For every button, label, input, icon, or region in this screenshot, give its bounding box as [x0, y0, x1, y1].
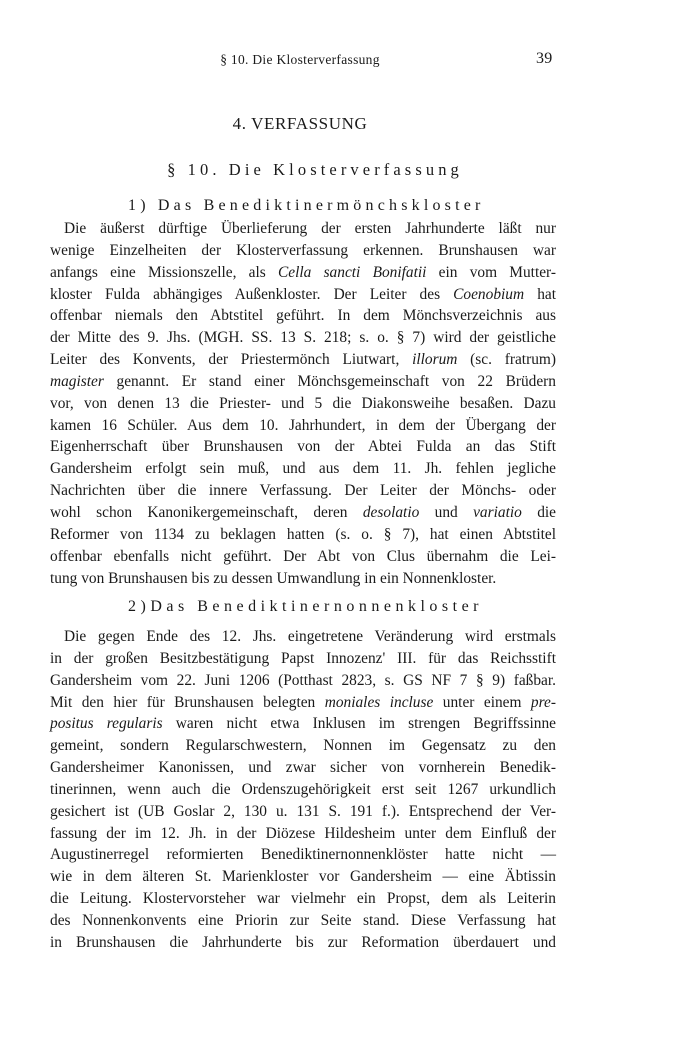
text-line: gesichert ist (UB Goslar 2, 130 u. 131 S. 191 f.). Entsprechend der Ver-: [50, 802, 556, 820]
text-line: vor, von denen 13 die Priester- und 5 die Diakonsweihe besaßen. Dazu: [50, 394, 556, 412]
text-line: Die äußerst dürftige Überlieferung der ersten Jahrhunderte läßt nur: [64, 220, 556, 237]
text-line: tung von Brunshausen bis zu dessen Umwandlung in ein Nonnenkloster.: [50, 569, 497, 587]
text-line: Augustinerregel reformierten Benediktinernonnenklöster hatte nicht —: [50, 846, 556, 864]
text-line: Gandersheim vom 22. Juni 1206 (Potthast 2823, s. GS NF 7 § 9) faßbar.: [50, 671, 556, 689]
subsection-heading-nuns: 2)Das Benediktinernonnenkloster: [128, 598, 483, 615]
text-line: magister genannt. Er stand einer Mönchsgemeinschaft von 22 Brüdern: [50, 372, 556, 390]
text-line: in Brunshausen die Jahrhunderte bis zur Reformation überdauert und: [50, 933, 556, 951]
text-line: offenbar ebenfalls nicht geführt. Der Abt von Clus übernahm die Lei-: [50, 547, 556, 565]
chapter-heading: 4. VERFASSUNG: [232, 114, 368, 133]
text-line: Die gegen Ende des 12. Jhs. eingetretene Veränderung wird erstmals: [64, 628, 556, 645]
text-line: anfangs eine Missionszelle, als Cella sancti Bonifatii ein vom Mutter-: [50, 263, 556, 281]
text-line: fassung der im 12. Jh. in der Diözese Hildesheim unter dem Einfluß der: [50, 824, 556, 842]
text-line: in der großen Besitzbestätigung Papst Innozenz' III. für das Reichsstift: [50, 649, 556, 667]
text-line: Eigenherrschaft über Brunshausen von der Abtei Fulda an das Stift: [50, 438, 556, 456]
text-line: positus regularis waren nicht etwa Inklusen im strengen Begriffssinne: [50, 715, 556, 733]
paragraph-monastery-nuns: [50, 626, 556, 954]
text-line: offenbar niemals den Abtstitel geführt. In dem Mönchsverzeichnis aus: [50, 307, 556, 325]
text-line: wenige Einzelheiten der Klosterverfassung erkennen. Brunshausen war: [50, 241, 556, 259]
text-line: Gandersheim erfolgt sein muß, und aus dem 11. Jh. fehlen jegliche: [50, 460, 556, 478]
page-number: 39: [536, 50, 553, 67]
text-line: der Mitte des 9. Jhs. (MGH. SS. 13 S. 218; s. o. § 7) wird der geistliche: [50, 329, 556, 347]
paragraph-monastery-monks: [50, 218, 556, 589]
running-head-title: § 10. Die Klosterverfassung: [220, 52, 380, 67]
text-line: wie in dem älteren St. Marienkloster vor Gandersheim — eine Äbtissin: [50, 868, 556, 886]
text-line: wohl schon Kanonikergemeinschaft, deren desolatio und variatio die: [50, 503, 556, 521]
text-line: Gandersheimer Kanonissen, und zwar sicher von vornherein Benedik-: [50, 759, 556, 777]
text-line: gemeint, sondern Regularschwestern, Nonnen im Gegensatz zu den: [50, 737, 556, 755]
text-line: des Nonnenkonvents eine Priorin zur Seite stand. Diese Verfassung hat: [50, 911, 556, 929]
section-heading: § 10. Die Klosterverfassung: [167, 160, 463, 179]
text-line: tinerinnen, wenn auch die Ordenszugehörigkeit erst seit 1267 urkundlich: [50, 780, 556, 798]
text-line: Nachrichten über die innere Verfassung. Der Leiter der Mönchs- oder: [50, 482, 556, 500]
text-line: Mit den hier für Brunshausen belegten moniales incluse unter einem pre-: [50, 693, 556, 711]
subsection-heading-monks: 1) Das Benediktinermönchskloster: [128, 197, 485, 214]
text-line: kamen 16 Schüler. Aus dem 10. Jahrhundert, in dem der Übergang der: [50, 416, 556, 434]
text-line: Leiter des Konvents, der Priestermönch Liutwart, illorum (sc. fratrum): [50, 351, 556, 369]
text-line: die Leitung. Klostervorsteher war vielmehr ein Propst, dem als Leiterin: [50, 890, 556, 908]
text-line: Reformer von 1134 zu beklagen hatten (s. o. § 7), hat einen Abtstitel: [50, 525, 556, 543]
text-line: kloster Fulda abhängiges Außenkloster. Der Leiter des Coenobium hat: [50, 285, 556, 303]
